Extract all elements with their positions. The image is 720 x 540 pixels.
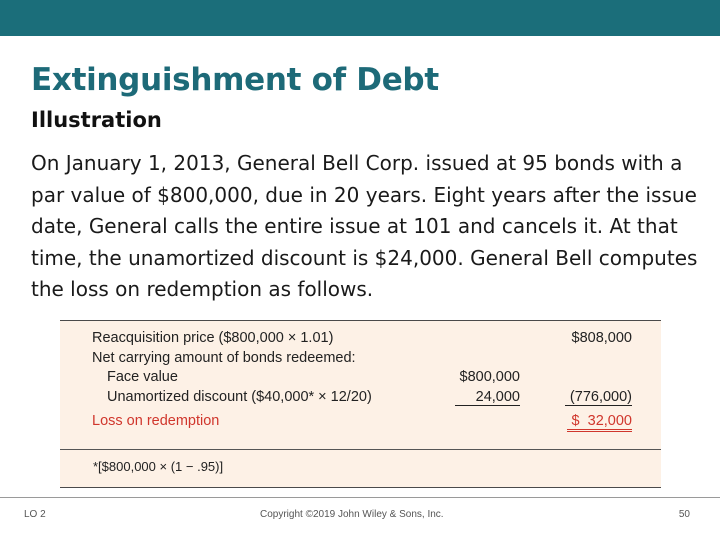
table-footnote: *[$800,000 × (1 − .95)] xyxy=(93,459,224,474)
loss-label: Loss on redemption xyxy=(92,413,220,429)
calculation-table xyxy=(60,320,661,488)
table-divider xyxy=(60,449,661,450)
copyright-text: Copyright ©2019 John Wiley & Sons, Inc. xyxy=(260,509,444,520)
body-paragraph: On January 1, 2013, General Bell Corp. issued at 95 bonds with a par value of $800,000, due in 20 years. Eight years after the issue date, General calls the entire issue at 101 and cancels it. At that time, the unamortized discount is $24,000. General Bell computes the loss on redemption as follows. xyxy=(31,151,698,301)
loss-value: $ 32,000 xyxy=(567,413,632,432)
row-label: Net carrying amount of bonds redeemed: xyxy=(92,350,356,366)
top-banner xyxy=(0,0,720,36)
row-right-value: (776,000) xyxy=(565,389,632,406)
footer-divider xyxy=(0,497,720,498)
slide-subtitle: Illustration xyxy=(31,108,162,132)
row-mid-value: 24,000 xyxy=(455,389,520,406)
table-row xyxy=(60,330,661,350)
row-mid-value: $800,000 xyxy=(459,369,520,385)
table-row xyxy=(60,350,661,370)
page-number: 50 xyxy=(678,509,690,520)
row-right-value: $808,000 xyxy=(571,330,632,346)
row-label: Reacquisition price ($800,000 × 1.01) xyxy=(92,330,334,346)
learning-objective: LO 2 xyxy=(24,509,46,520)
table-row xyxy=(60,369,661,389)
row-label: Face value xyxy=(107,369,178,385)
table-row xyxy=(60,389,661,409)
slide-title: Extinguishment of Debt xyxy=(31,62,439,98)
row-label: Unamortized discount ($40,000* × 12/20) xyxy=(107,389,372,405)
table-row-loss xyxy=(60,413,661,433)
